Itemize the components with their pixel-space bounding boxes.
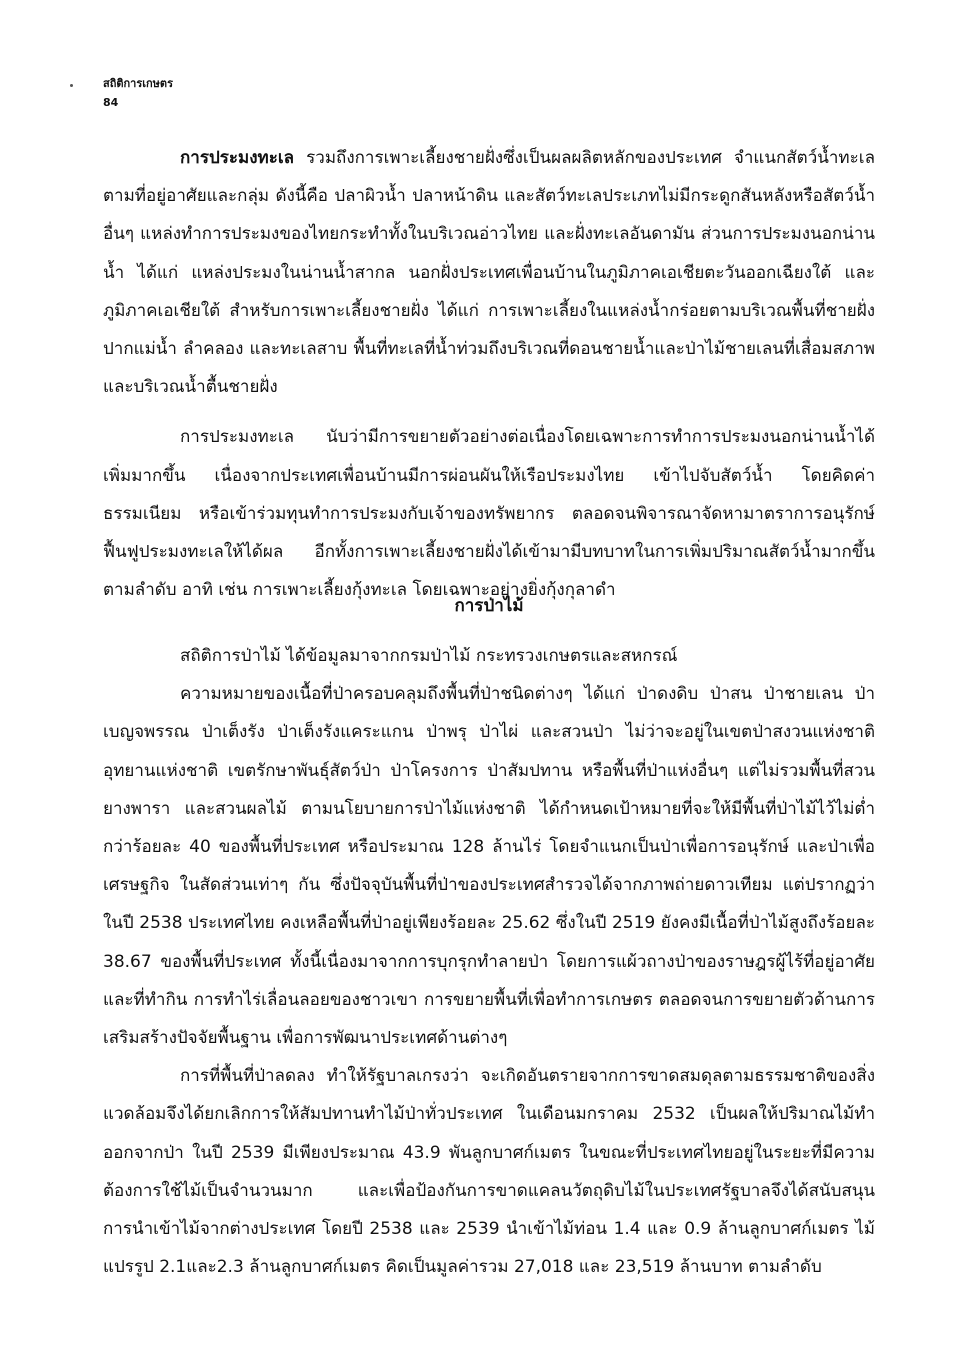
paragraph-text: รวมถึงการเพาะเลี้ยงชายฝั่งซึ่งเป็นผลผลิตหลักของประเทศ จำแนกสัตว์น้ำทะเล ตามที่อยู่อาศัยและกลุ่ม ดังนี้คือ ปลาผิวน้ำ ปลาหน้าดิน และสัตว์ทะเลประเภทไม่มีกระดูกสันหลังหรือสัตว์น้ำอื่นๆ แหล่งทำการประมงของไทยกระทำทั้งในบริเวณอ่าวไทย และฝั่งทะเลอันดามัน ส่วนการประมงนอกน่านน้ำ ได้แก่ แหล่งประมงในน่านน้ำสากล นอกฝั่งประเทศเพื่อนบ้านในภูมิภาคเอเชียตะวันออกเฉียงใต้ และภูมิภาคเอเชียใต้ สำหรับการเพาะเลี้ยงชายฝั่ง ได้แก่ การเพาะเลี้ยงในแหล่งน้ำกร่อยตามบริเวณพื้นที่ชายฝั่ง ปากแม่น้ำ ลำคลอง และทะเลสาบ พื้นที่ทะเลที่น้ำท่วมถึงบริเวณที่ดอนชายน้ำและป่าไม้ชายเลนที่เสื่อมสภาพ และบริเวณน้ำตื้นชายฝั่ง [103, 148, 875, 398]
lead-term: การประมงทะเล [180, 148, 295, 168]
paragraph-fishery-expansion [103, 418, 875, 609]
section-heading-forestry: การป่าไม้ [454, 596, 524, 616]
paragraph-forestry-source: สถิติการป่าไม้ ได้ข้อมูลมาจากกรมป่าไม้ กระทรวงเกษตรและสหกรณ์ [180, 646, 678, 666]
fishery-section [103, 139, 875, 609]
paragraph-marine-fishery [103, 139, 875, 406]
page-number: 84 [103, 96, 119, 109]
paragraph-forest-decline: การที่พื้นที่ป่าลดลง ทำให้รัฐบาลเกรงว่า จะเกิดอันตรายจากการขาดสมดุลตามธรรมชาติของสิ่งแวดล้อมจึงได้ยกเลิกการให้สัมปทานทำไม้ป่าทั่วประเทศ ในเดือนมกราคม 2532 เป็นผลให้ปริมาณไม้ทำออกจากป่า ในปี 2539 มีเพียงประมาณ 43.9 พันลูกบาศก์เมตร ในขณะที่ประเทศไทยอยู่ในระยะที่มีความต้องการใช้ไม้เป็นจำนวนมาก และเพื่อป้องกันการขาดแคลนวัตถุดิบไม้ในประเทศรัฐบาลจึงได้สนับสนุนการนำเข้าไม้จากต่างประเทศ โดยปี 2538 และ 2539 นำเข้าไม้ท่อน 1.4 และ 0.9 ล้านลูกบาศก์เมตร ไม้แปรรูป 2.1และ2.3 ล้านลูกบาศก์เมตร คิดเป็นมูลค่ารวม 27,018 และ 23,519 ล้านบาท ตามลำดับ [103, 1066, 875, 1278]
paragraph-forest-definition: ความหมายของเนื้อที่ป่าครอบคลุมถึงพื้นที่ป่าชนิดต่างๆ ได้แก่ ป่าดงดิบ ป่าสน ป่าชายเลน ป่าเบญจพรรณ ป่าเต็งรัง ป่าเต็งรังแคระแกน ป่าพรุ ป่าไผ่ และสวนป่า ไม่ว่าจะอยู่ในเขตป่าสงวนแห่งชาติ อุทยานแห่งชาติ เขตรักษาพันธุ์สัตว์ป่า ป่าโครงการ ป่าสัมปทาน หรือพื้นที่ป่าแห่งอื่นๆ แต่ไม่รวมพื้นที่สวนยางพารา และสวนผลไม้ ตามนโยบายการป่าไม้แห่งชาติ ได้กำหนดเป้าหมายที่จะให้มีพื้นที่ป่าไม้ไว้ไม่ต่ำกว่าร้อยละ 40 ของพื้นที่ประเทศ หรือประมาณ 128 ล้านไร่ โดยจำแนกเป็นป่าเพื่อการอนุรักษ์ และป่าเพื่อเศรษฐกิจ ในสัดส่วนเท่าๆ กัน ซึ่งปัจจุบันพื้นที่ป่าของประเทศสำรวจได้จากภาพถ่ายดาวเทียม แต่ปรากฏว่าในปี 2538 ประเทศไทย คงเหลือพื้นที่ป่าอยู่เพียงร้อยละ 25.62 ซึ่งในปี 2519 ยังคงมีเนื้อที่ป่าไม้สูงถึงร้อยละ 38.67 ของพื้นที่ประเทศ ทั้งนี้เนื่องมาจากการบุกรุกทำลายป่า โดยการแผ้วถางป่าของราษฎรผู้ไร้ที่อยู่อาศัยและที่ทำกิน การทำไร่เลื่อนลอยของชาวเขา การขยายพื้นที่เพื่อทำการเกษตร ตลอดจนการขยายตัวด้านการเสริมสร้างปัจจัยพื้นฐาน เพื่อการพัฒนาประเทศด้านต่างๆ [103, 684, 875, 1049]
paragraph-text: การประมงทะเล นับว่ามีการขยายตัวอย่างต่อเนื่องโดยเฉพาะการทำการประมงนอกน่านน้ำได้เพิ่มมากขึ้น เนื่องจากประเทศเพื่อนบ้านมีการผ่อนผันให้เรือประมงไทย เข้าไปจับสัตว์น้ำ โดยคิดค่าธรรมเนียม หรือเข้าร่วมทุนทำการประมงกับเจ้าของทรัพยากร ตลอดจนพิจารณาจัดหามาตราการอนุรักษ์ฟื้นฟูประมงทะเลให้ได้ผล อีกทั้งการเพาะเลี้ยงชายฝั่งได้เข้ามามีบทบาทในการเพิ่มปริมาณสัตว์น้ำมากขึ้นตามลำดับ อาทิ เช่น การเพาะเลี้ยงกุ้งทะเล โดยเฉพาะอย่างยิ่งกุ้งกุลาดำ [103, 427, 875, 601]
forestry-section [103, 637, 875, 1286]
scan-speck [70, 84, 73, 87]
publication-title: สถิติการเกษตร [103, 77, 173, 90]
page-header [103, 74, 173, 112]
